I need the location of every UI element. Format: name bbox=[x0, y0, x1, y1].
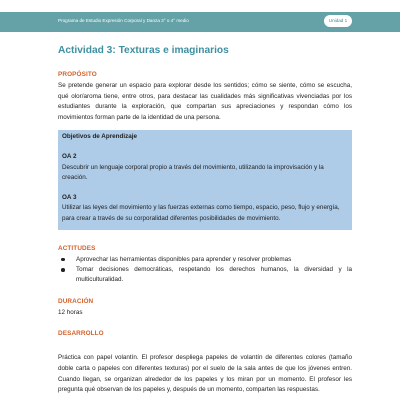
duration-heading: DURACIÓN bbox=[58, 297, 94, 305]
attitudes-list bbox=[58, 255, 352, 286]
attitude-text: Aprovechar las herramientas disponibles para aprender y resolver problemas bbox=[76, 255, 292, 263]
bullet-icon bbox=[61, 258, 65, 262]
development-text: Práctica con papel volantín. El profesor despliega papeles de volantín de diferentes colores (tamaño doble carta o papeles con diferentes texturas) por el suelo de la sala antes de que los jóvenes entren. Cuando llegan, se organizan alrededor de los papeles y los miran por un momento. El profesor les pregunta qué observan de los papeles y, después de un momento, comparten las respuestas. bbox=[58, 354, 352, 394]
unit-badge: Unidad 1 bbox=[324, 15, 352, 27]
activity-title: Actividad 3: Texturas e imaginarios bbox=[58, 45, 229, 56]
list-item bbox=[58, 265, 352, 286]
document-body bbox=[58, 45, 352, 396]
list-item bbox=[58, 255, 352, 265]
bullet-icon bbox=[61, 268, 65, 272]
objective-text: Utilizar las leyes del movimiento y las fuerzas externas como tiempo, espacio, peso, flujo y energía, para crear a través de su corporalidad diferentes posibilidades de movimiento. bbox=[62, 204, 340, 222]
program-title: Programa de Estudio Expresión Corporal y Danza 3° o 4° medio bbox=[58, 18, 189, 23]
attitude-text: Tomar decisiones democráticas, respetando los derechos humanos, la diversidad y la multiculturalidad. bbox=[76, 265, 352, 284]
objectives-box bbox=[58, 130, 352, 229]
page-header bbox=[0, 0, 400, 45]
attitudes-heading: ACTITUDES bbox=[58, 244, 96, 252]
objective-text: Descubrir un lenguaje corporal propio a través del movimiento, utilizando la improvisación y la creación. bbox=[62, 163, 324, 182]
purpose-heading: PROPÓSITO bbox=[58, 71, 97, 78]
objectives-heading: Objetivos de Aprendizaje bbox=[62, 133, 137, 141]
duration-value: 12 horas bbox=[58, 308, 83, 316]
objective-label: OA 2 bbox=[62, 152, 77, 160]
purpose-text: Se pretende generar un espacio para explorar desde los sentidos; cómo se siente, cómo se escucha, qué olor/aroma tiene, entre otros, para destacar las cualidades más significativas vivenciadas por los estudiantes durante la exploración, que compartan sus apreciaciones y respondan cómo los movimientos forman parte de la identidad de una persona. bbox=[58, 82, 352, 121]
objective-label: OA 3 bbox=[62, 193, 77, 201]
development-heading: DESARROLLO bbox=[58, 330, 104, 338]
